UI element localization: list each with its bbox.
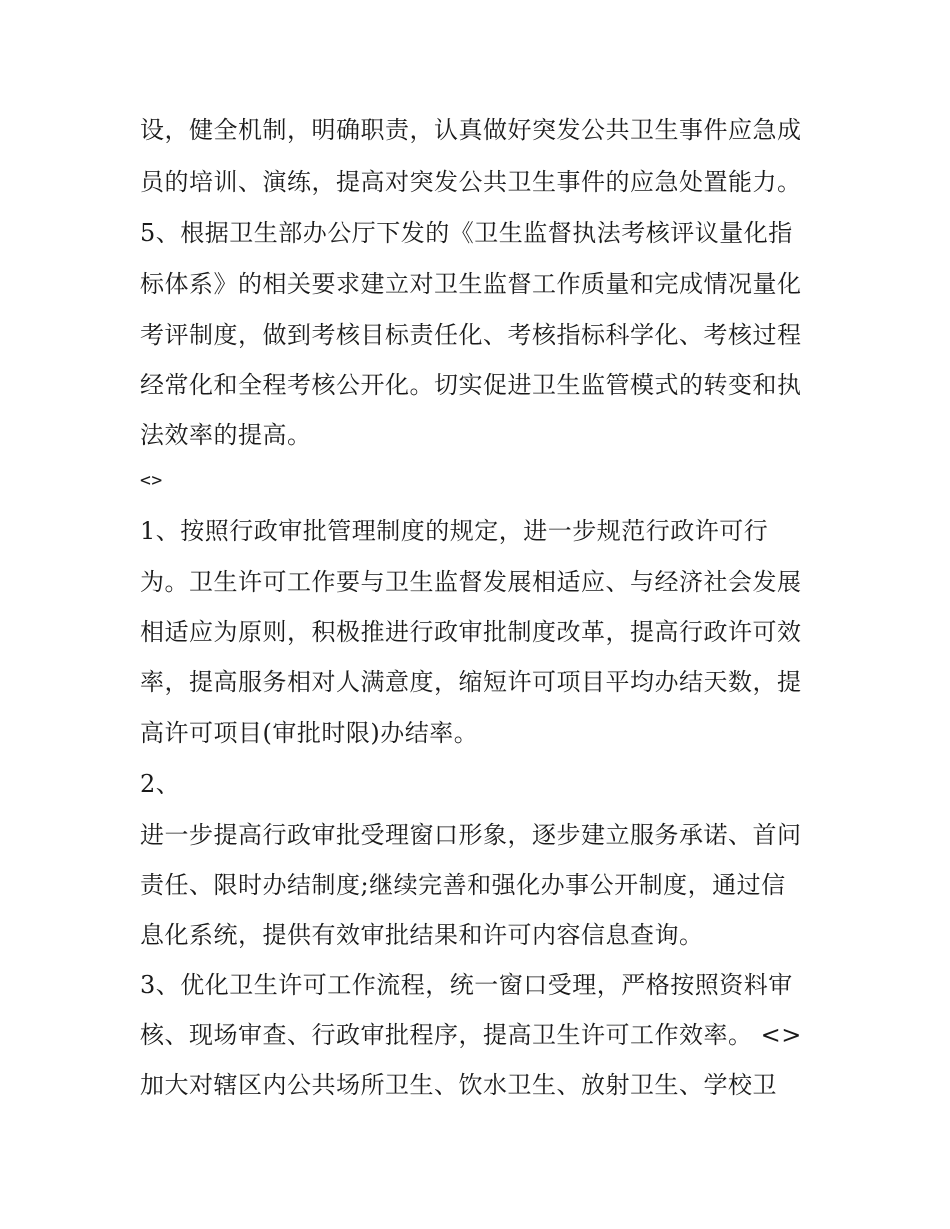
text-line: 考评制度，做到考核目标责任化、考核指标科学化、考核过程	[140, 321, 802, 349]
text-line: 高许可项目(审批时限)办结率。	[140, 719, 479, 747]
text-line: 加大对辖区内公共场所卫生、饮水卫生、放射卫生、学校卫	[140, 1071, 777, 1099]
text-line: 核、现场审查、行政审批程序，提高卫生许可工作效率。 <>	[140, 1021, 802, 1049]
text-line: 3、优化卫生许可工作流程，统一窗口受理，严格按照资料审	[140, 971, 793, 999]
text-line: 率，提高服务相对人满意度，缩短许可项目平均办结天数，提	[140, 668, 802, 696]
text-line: 相适应为原则，积极推进行政审批制度改革，提高行政许可效	[140, 618, 802, 646]
text-line: 员的培训、演练，提高对突发公共卫生事件的应急处置能力。	[140, 168, 802, 196]
text-line: 为。卫生许可工作要与卫生监督发展相适应、与经济社会发展	[140, 568, 802, 596]
text-line: 2、	[140, 770, 181, 798]
section-marker: <>	[140, 470, 163, 491]
text-line: 设，健全机制，明确职责，认真做好突发公共卫生事件应急成	[140, 116, 802, 144]
text-line: 5、根据卫生部办公厅下发的《卫生监督执法考核评议量化指	[140, 219, 793, 247]
text-line: 法效率的提高。	[140, 421, 312, 449]
text-line: 责任、限时办结制度;继续完善和强化办事公开制度，通过信	[140, 871, 786, 899]
text-line: 进一步提高行政审批受理窗口形象，逐步建立服务承诺、首问	[140, 821, 802, 849]
text-line: 1、按照行政审批管理制度的规定，进一步规范行政许可行	[140, 517, 769, 545]
text-line: 标体系》的相关要求建立对卫生监督工作质量和完成情况量化	[140, 270, 802, 298]
text-line: 息化系统，提供有效审批结果和许可内容信息查询。	[140, 921, 704, 949]
text-line: 经常化和全程考核公开化。切实促进卫生监管模式的转变和执	[140, 371, 802, 399]
